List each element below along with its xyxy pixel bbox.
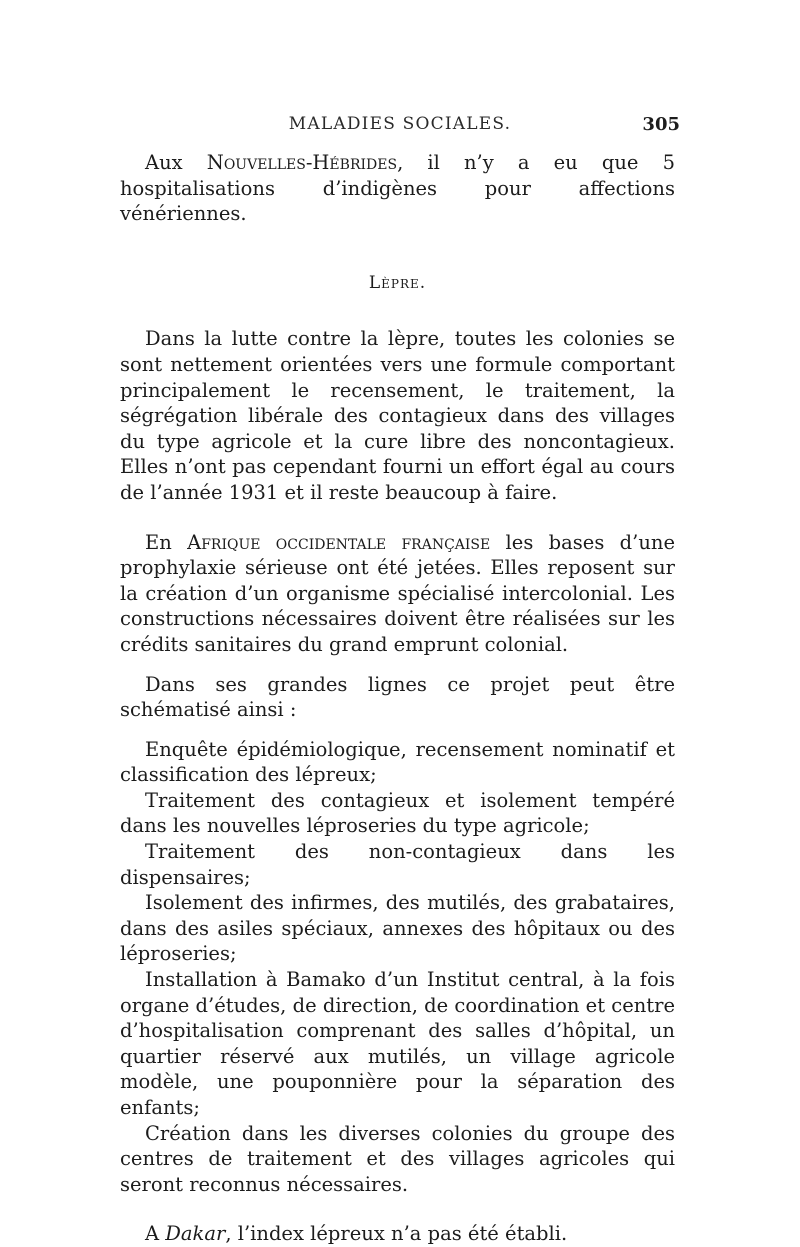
list-item: Traitement des non-contagieux dans les dispensaires; xyxy=(120,840,675,889)
place-name: Nouvelles-Hébrides xyxy=(206,151,398,174)
place-name: Afrique occidentale française xyxy=(187,530,491,554)
paragraph-lead: A xyxy=(145,1222,166,1246)
list-item: Isolement des infirmes, des mutilés, des grabataires, dans des asiles spéciaux, annexes des hôpitaux ou des léproseries; xyxy=(120,891,675,966)
paragraph-hebrides xyxy=(120,150,675,227)
paragraph-lead: En xyxy=(145,530,188,554)
project-list xyxy=(120,737,675,1198)
place-name: Dakar xyxy=(165,1222,226,1246)
paragraph-text: les bases d’une prophylaxie sérieuse ont été jetées. Elles reposent sur la création d’un organisme spécialisé intercolonial. Les constructions nécessaires doivent être réalisées sur les crédits sanitaires du grand emprunt colonial. xyxy=(120,530,675,656)
paragraph-aof xyxy=(120,530,675,658)
list-item: Installation à Bamako d’un Institut central, à la fois organe d’études, de direction, de coordination et centre d’hospitalisation comprenant des salles d’hôpital, un quartier réservé aux mutilés, un village agricole modèle, une pouponnière pour la séparation des enfants; xyxy=(120,968,675,1119)
paragraph-dakar xyxy=(120,1221,675,1247)
section-title: Lèpre. xyxy=(368,272,427,293)
paragraph-text: , il n’y a eu que 5 hospitalisations d’indigènes pour affections vénériennes. xyxy=(120,151,675,226)
page-body xyxy=(120,150,675,1247)
paragraph-project: Dans ses grandes lignes ce projet peut être schématisé ainsi : xyxy=(120,672,675,722)
paragraph-leprosy-intro: Dans la lutte contre la lèpre, toutes les colonies se sont nettement orientées vers une formule comportant principalement le recensement, le traitement, la ségrégation libérale des contagieux dans des villages du type agricole et la cure libre des noncontagieux. Elles n’ont pas cependant fourni un effort égal au cours de l’année 1931 et il reste beaucoup à faire. xyxy=(120,327,675,504)
list-item: Traitement des contagieux et isolement tempéré dans les nouvelles léproseries du type agricole; xyxy=(120,788,675,838)
paragraph-lead: Aux xyxy=(145,151,207,174)
list-item: Enquête épidémiologique, recensement nominatif et classification des lépreux; xyxy=(120,737,675,787)
running-title: MALADIES SOCIALES. xyxy=(288,114,512,134)
list-item: Création dans les diverses colonies du groupe des centres de traitement et des villages agricoles qui seront reconnus nécessaires. xyxy=(120,1121,675,1196)
page-header xyxy=(120,114,680,144)
paragraph-text: , l’index lépreux n’a pas été établi. xyxy=(225,1222,568,1246)
page-number: 305 xyxy=(642,114,680,135)
